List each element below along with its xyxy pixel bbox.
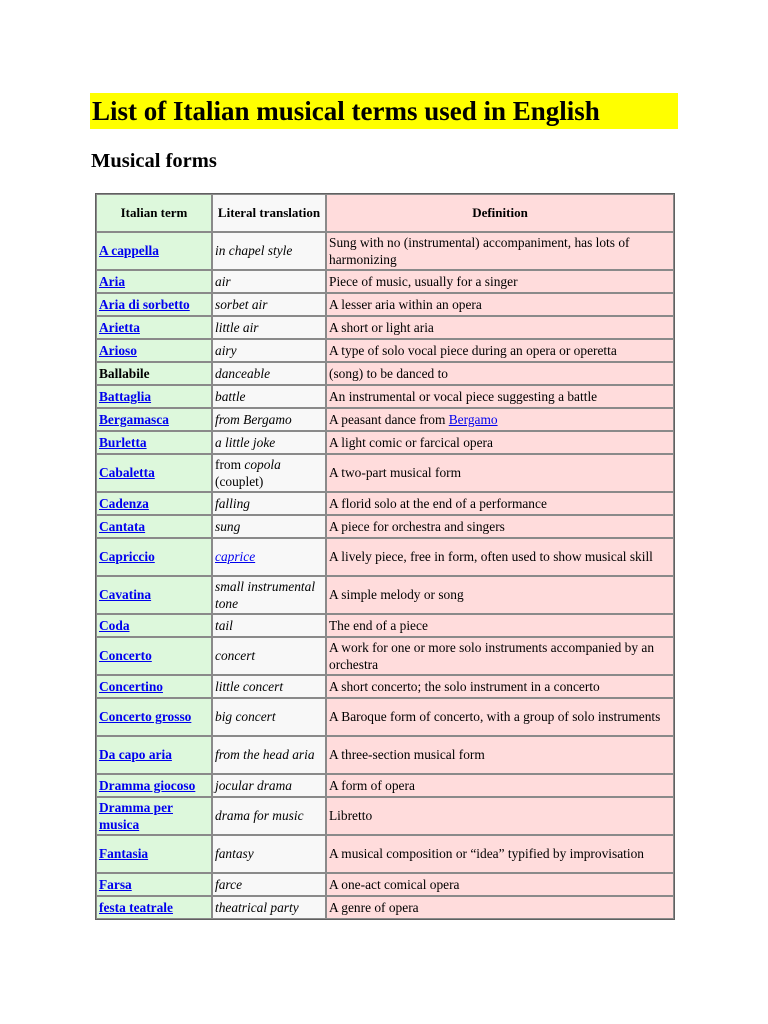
table-row: [96, 873, 674, 896]
table-row: [96, 385, 674, 408]
literal-translation-cell: [212, 431, 326, 454]
term-link[interactable]: Capriccio: [99, 549, 155, 565]
definition-cell: [326, 293, 674, 316]
term-cell: [96, 232, 212, 270]
literal-translation-prefix: from: [215, 456, 245, 472]
table-row: [96, 675, 674, 698]
literal-translation-cell: [212, 293, 326, 316]
definition-cell: [326, 492, 674, 515]
definition-cell: [326, 232, 674, 270]
table-body: [96, 232, 674, 919]
header-literal-translation: Literal translation: [212, 194, 326, 232]
table-row: [96, 774, 674, 797]
definition-text: A type of solo vocal piece during an opera or operetta: [329, 342, 617, 358]
term-cell: [96, 698, 212, 736]
definition-text: A lesser aria within an opera: [329, 296, 482, 312]
term-cell: [96, 637, 212, 675]
definition-text: A light comic or farcical opera: [329, 434, 493, 450]
definition-text: A lively piece, free in form, often used to show musical skill: [329, 549, 653, 565]
term-cell: [96, 316, 212, 339]
literal-translation-text: from the head aria: [215, 747, 315, 763]
table-row: [96, 431, 674, 454]
literal-translation-cell: [212, 408, 326, 431]
term-cell: [96, 492, 212, 515]
term-cell: [96, 797, 212, 835]
term-cell: [96, 515, 212, 538]
literal-translation-text: sorbet air: [215, 296, 268, 312]
table-row: [96, 408, 674, 431]
definition-cell: [326, 515, 674, 538]
literal-translation-cell: [212, 675, 326, 698]
literal-translation-cell: [212, 896, 326, 919]
definition-cell: [326, 698, 674, 736]
definition-cell: [326, 637, 674, 675]
literal-translation-cell: [212, 538, 326, 576]
term-link[interactable]: Bergamasca: [99, 411, 169, 427]
literal-translation-cell: [212, 698, 326, 736]
table-row: [96, 492, 674, 515]
definition-cell: [326, 362, 674, 385]
literal-translation-text: theatrical party: [215, 899, 299, 915]
literal-translation-cell: [212, 316, 326, 339]
definition-text: Piece of music, usually for a singer: [329, 273, 518, 289]
definition-text: A short concerto; the solo instrument in a concerto: [329, 678, 600, 694]
literal-translation-text: in chapel style: [215, 243, 293, 259]
literal-translation-cell: [212, 736, 326, 774]
definition-cell: [326, 408, 674, 431]
literal-translation-text: little air: [215, 319, 259, 335]
musical-terms-table: [95, 193, 675, 920]
term-cell: [96, 614, 212, 637]
literal-translation-text: jocular drama: [215, 777, 292, 793]
definition-text: A florid solo at the end of a performance: [329, 495, 547, 511]
term-cell: [96, 576, 212, 614]
term-link[interactable]: Arioso: [99, 342, 137, 358]
definition-cell: [326, 797, 674, 835]
literal-translation-text: big concert: [215, 709, 276, 725]
literal-translation-link[interactable]: caprice: [215, 549, 256, 565]
term-link[interactable]: Dramma per musica: [99, 799, 173, 832]
term-cell: [96, 408, 212, 431]
literal-translation-text: falling: [215, 495, 250, 511]
definition-cell: [326, 896, 674, 919]
definition-cell: [326, 339, 674, 362]
definition-text: A genre of opera: [329, 899, 419, 915]
table-row: [96, 736, 674, 774]
term-link[interactable]: Arietta: [99, 319, 140, 335]
literal-translation-text: drama for music: [215, 808, 304, 824]
table-row: [96, 835, 674, 873]
table-row: [96, 316, 674, 339]
term-link[interactable]: Coda: [99, 617, 130, 633]
table-row: [96, 614, 674, 637]
literal-translation-cell: [212, 774, 326, 797]
definition-text: Sung with no (instrumental) accompaniment, has lots of harmonizing: [329, 234, 630, 267]
literal-translation-text: little concert: [215, 678, 284, 694]
definition-text: (song) to be danced to: [329, 365, 448, 381]
page-title: List of Italian musical terms used in English: [90, 93, 678, 129]
definition-link[interactable]: Bergamo: [448, 411, 498, 427]
literal-translation-text: airy: [215, 342, 237, 358]
definition-text: An instrumental or vocal piece suggesting a battle: [329, 388, 598, 404]
term-cell: [96, 270, 212, 293]
term-link[interactable]: Concerto: [99, 648, 152, 664]
definition-cell: [326, 538, 674, 576]
term-cell: [96, 454, 212, 492]
term-link[interactable]: Cabaletta: [99, 465, 155, 481]
term-cell: [96, 538, 212, 576]
table-row: [96, 232, 674, 270]
literal-translation-cell: [212, 270, 326, 293]
term-cell: [96, 675, 212, 698]
term-link[interactable]: A cappella: [99, 243, 159, 259]
literal-translation-text: tail: [215, 617, 233, 633]
definition-text: A two-part musical form: [329, 465, 462, 481]
definition-text: A form of opera: [329, 777, 415, 793]
definition-text: A peasant dance from: [329, 411, 449, 427]
literal-translation-text: danceable: [215, 365, 271, 381]
definition-text: Libretto: [329, 808, 373, 824]
term-link[interactable]: Farsa: [99, 876, 132, 892]
table-row: [96, 339, 674, 362]
literal-translation-cell: [212, 797, 326, 835]
literal-translation-cell: [212, 614, 326, 637]
term-link[interactable]: Battaglia: [99, 388, 152, 404]
table-row: [96, 454, 674, 492]
term-cell: [96, 896, 212, 919]
term-link[interactable]: Concerto grosso: [99, 709, 192, 725]
term-cell: [96, 774, 212, 797]
header-definition: Definition: [326, 194, 674, 232]
table-row: [96, 293, 674, 316]
literal-translation-cell: [212, 454, 326, 492]
literal-translation-text: small instrumental tone: [215, 578, 316, 611]
definition-text: A musical composition or “idea” typified by improvisation: [329, 846, 644, 862]
term-link[interactable]: Cantata: [99, 518, 146, 534]
term-link[interactable]: Cadenza: [99, 495, 149, 511]
definition-text: A three-section musical form: [329, 747, 485, 763]
definition-text: A short or light aria: [329, 319, 434, 335]
definition-cell: [326, 675, 674, 698]
term-cell: [96, 293, 212, 316]
term-link[interactable]: Concertino: [99, 678, 163, 694]
definition-text: A one-act comical opera: [329, 876, 460, 892]
term-link[interactable]: Aria: [99, 273, 126, 289]
literal-translation-cell: [212, 515, 326, 538]
literal-translation-text: air: [215, 273, 231, 289]
definition-text: A simple melody or song: [329, 587, 464, 603]
table-row: [96, 362, 674, 385]
term-cell: [96, 835, 212, 873]
literal-translation-cell: [212, 492, 326, 515]
definition-cell: [326, 576, 674, 614]
definition-cell: [326, 431, 674, 454]
table-row: [96, 797, 674, 835]
section-heading: Musical forms: [91, 150, 217, 172]
literal-translation-text: concert: [215, 648, 256, 664]
definition-cell: [326, 316, 674, 339]
definition-text: The end of a piece: [329, 617, 428, 633]
literal-translation-text: a little joke: [215, 434, 276, 450]
literal-translation-cell: [212, 362, 326, 385]
term-link[interactable]: Fantasia: [99, 846, 149, 862]
table-row: [96, 896, 674, 919]
literal-translation-cell: [212, 232, 326, 270]
definition-cell: [326, 385, 674, 408]
definition-cell: [326, 835, 674, 873]
table-row: [96, 538, 674, 576]
term-link[interactable]: Cavatina: [99, 587, 152, 603]
term-cell: [96, 736, 212, 774]
definition-cell: [326, 614, 674, 637]
literal-translation-cell: [212, 835, 326, 873]
term-link[interactable]: Dramma giocoso: [99, 777, 196, 793]
literal-translation-text: from Bergamo: [215, 411, 292, 427]
term-link[interactable]: Burletta: [99, 434, 147, 450]
definition-cell: [326, 270, 674, 293]
table-row: [96, 637, 674, 675]
literal-translation-cell: [212, 873, 326, 896]
definition-cell: [326, 873, 674, 896]
literal-translation-suffix: (couplet): [215, 474, 264, 489]
literal-translation-text: farce: [215, 876, 243, 892]
term-label: Ballabile: [99, 365, 150, 381]
literal-translation-cell: [212, 385, 326, 408]
literal-translation-cell: [212, 637, 326, 675]
term-cell: [96, 431, 212, 454]
header-italian-term: Italian term: [96, 194, 212, 232]
definition-cell: [326, 454, 674, 492]
table-row: [96, 698, 674, 736]
term-cell: [96, 339, 212, 362]
table-row: [96, 576, 674, 614]
table-row: [96, 515, 674, 538]
table-row: [96, 270, 674, 293]
definition-text: A piece for orchestra and singers: [329, 518, 505, 534]
definition-text: A work for one or more solo instruments accompanied by an orchestra: [329, 639, 655, 672]
term-cell: [96, 362, 212, 385]
term-cell: [96, 873, 212, 896]
term-cell: [96, 385, 212, 408]
literal-translation-text: sung: [215, 518, 241, 534]
term-link[interactable]: Da capo aria: [99, 747, 172, 763]
term-link[interactable]: festa teatrale: [99, 899, 173, 915]
definition-cell: [326, 774, 674, 797]
literal-translation-word: copola: [244, 456, 281, 472]
literal-translation-cell: [212, 339, 326, 362]
literal-translation-cell: [212, 576, 326, 614]
definition-text: A Baroque form of concerto, with a group of solo instruments: [329, 709, 661, 725]
term-link[interactable]: Aria di sorbetto: [99, 296, 190, 312]
table-header-row: [96, 194, 674, 232]
literal-translation-text: battle: [215, 388, 246, 404]
definition-cell: [326, 736, 674, 774]
literal-translation-text: fantasy: [215, 846, 254, 862]
